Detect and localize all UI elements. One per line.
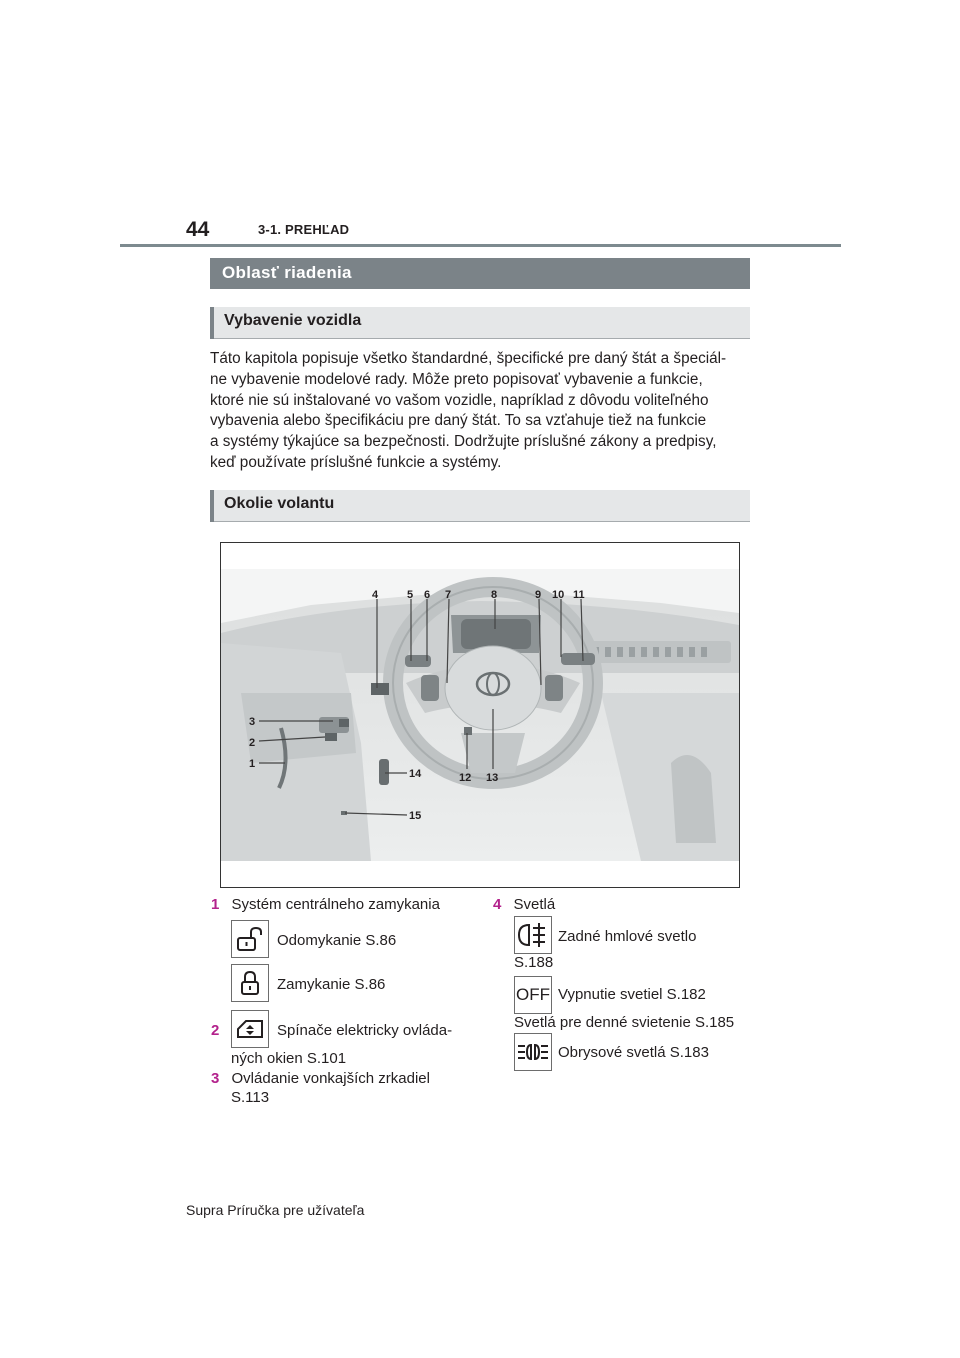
legend-item-2 (211, 1021, 219, 1040)
legend-number: 2 (211, 1022, 220, 1039)
subsection-bar (210, 490, 214, 522)
page-number: 44 (186, 218, 210, 241)
callout-6: 6 (424, 589, 431, 601)
subsection-title-steering: Okolie volantu (224, 495, 335, 512)
callout-13: 13 (486, 772, 499, 784)
intro-paragraph (210, 349, 755, 474)
off-icon-label: OFF (516, 985, 550, 1004)
legend-item-1 (211, 895, 440, 914)
callout-8: 8 (491, 589, 498, 601)
cockpit-illustration (221, 543, 739, 887)
legend-number: 1 (211, 896, 220, 913)
off-icon (514, 976, 552, 1014)
callout-15: 15 (409, 810, 422, 822)
fog-ref: S.188 (514, 954, 554, 971)
unlock-icon (231, 920, 269, 958)
callout-3: 3 (249, 716, 256, 728)
intro-line: keď používate príslušné funkcie a systémy. (210, 453, 502, 471)
power-window-icon (231, 1010, 269, 1048)
subsection-bar (210, 307, 214, 339)
power-window-text-1: Spínače elektricky ovláda- (277, 1022, 453, 1039)
intro-line: a systémy týkajúce sa bezpečnosti. Dodržujte príslušné zákony a predpisy, (210, 433, 717, 451)
intro-line: ktoré nie sú inštalované vo vašom vozidle, napríklad z dôvodu voliteľného (210, 391, 709, 409)
footer-text: Supra Príručka pre užívateľa (186, 1202, 365, 1218)
subsection-title-equipment: Vybavenie vozidla (224, 312, 362, 329)
header-rule (120, 244, 841, 247)
legend-label: Ovládanie vonkajších zrkadiel (231, 1070, 430, 1087)
legend-item-4 (493, 895, 555, 914)
callout-7: 7 (445, 589, 452, 601)
legend-label: Systém centrálneho zamykania (231, 896, 440, 913)
steering-area-figure (220, 542, 740, 888)
callout-9: 9 (535, 589, 542, 601)
lock-icon (231, 964, 269, 1002)
callout-5: 5 (407, 589, 414, 601)
legend-number: 3 (211, 1070, 220, 1087)
drl-text: Svetlá pre denné svietenie S.185 (514, 1014, 735, 1031)
subsection-header-steering (210, 490, 750, 522)
callout-12: 12 (459, 772, 472, 784)
legend-item-3-ref: S.113 (231, 1089, 270, 1106)
callout-11: 11 (573, 589, 585, 601)
callout-1: 1 (249, 758, 256, 770)
intro-line: vybavenia alebo špecifikáciu pre daný štát. To sa vzťahuje tiež na funkcie (210, 412, 707, 430)
power-window-text-2: ných okien S.101 (231, 1050, 347, 1067)
section-header (210, 258, 750, 289)
legend-number: 4 (493, 896, 502, 913)
off-text: Vypnutie svetiel S.182 (558, 986, 706, 1003)
callout-2: 2 (249, 737, 256, 749)
fog-text: Zadné hmlové svetlo (558, 928, 697, 945)
subsection-header-equipment (210, 307, 750, 339)
legend-item-3 (211, 1069, 430, 1088)
parking-lights-icon (514, 1033, 552, 1071)
legend-label: Svetlá (513, 896, 556, 913)
rear-fog-light-icon (514, 916, 552, 954)
lock-text: Zamykanie S.86 (277, 976, 386, 993)
intro-line: Táto kapitola popisuje všetko štandardné, špecifické pre daný štát a špeciál- (210, 350, 727, 367)
unlock-text: Odomykanie S.86 (277, 932, 397, 949)
chapter-title: 3-1. PREHĽAD (258, 222, 350, 237)
intro-line: ne vybavenie modelové rady. Môže preto popisovať vybavenie a funkcie, (210, 370, 703, 388)
parking-text: Obrysové svetlá S.183 (558, 1044, 709, 1061)
callout-10: 10 (552, 589, 565, 601)
callout-4: 4 (372, 589, 379, 601)
callout-14: 14 (409, 768, 422, 780)
section-title: Oblasť riadenia (222, 263, 352, 282)
